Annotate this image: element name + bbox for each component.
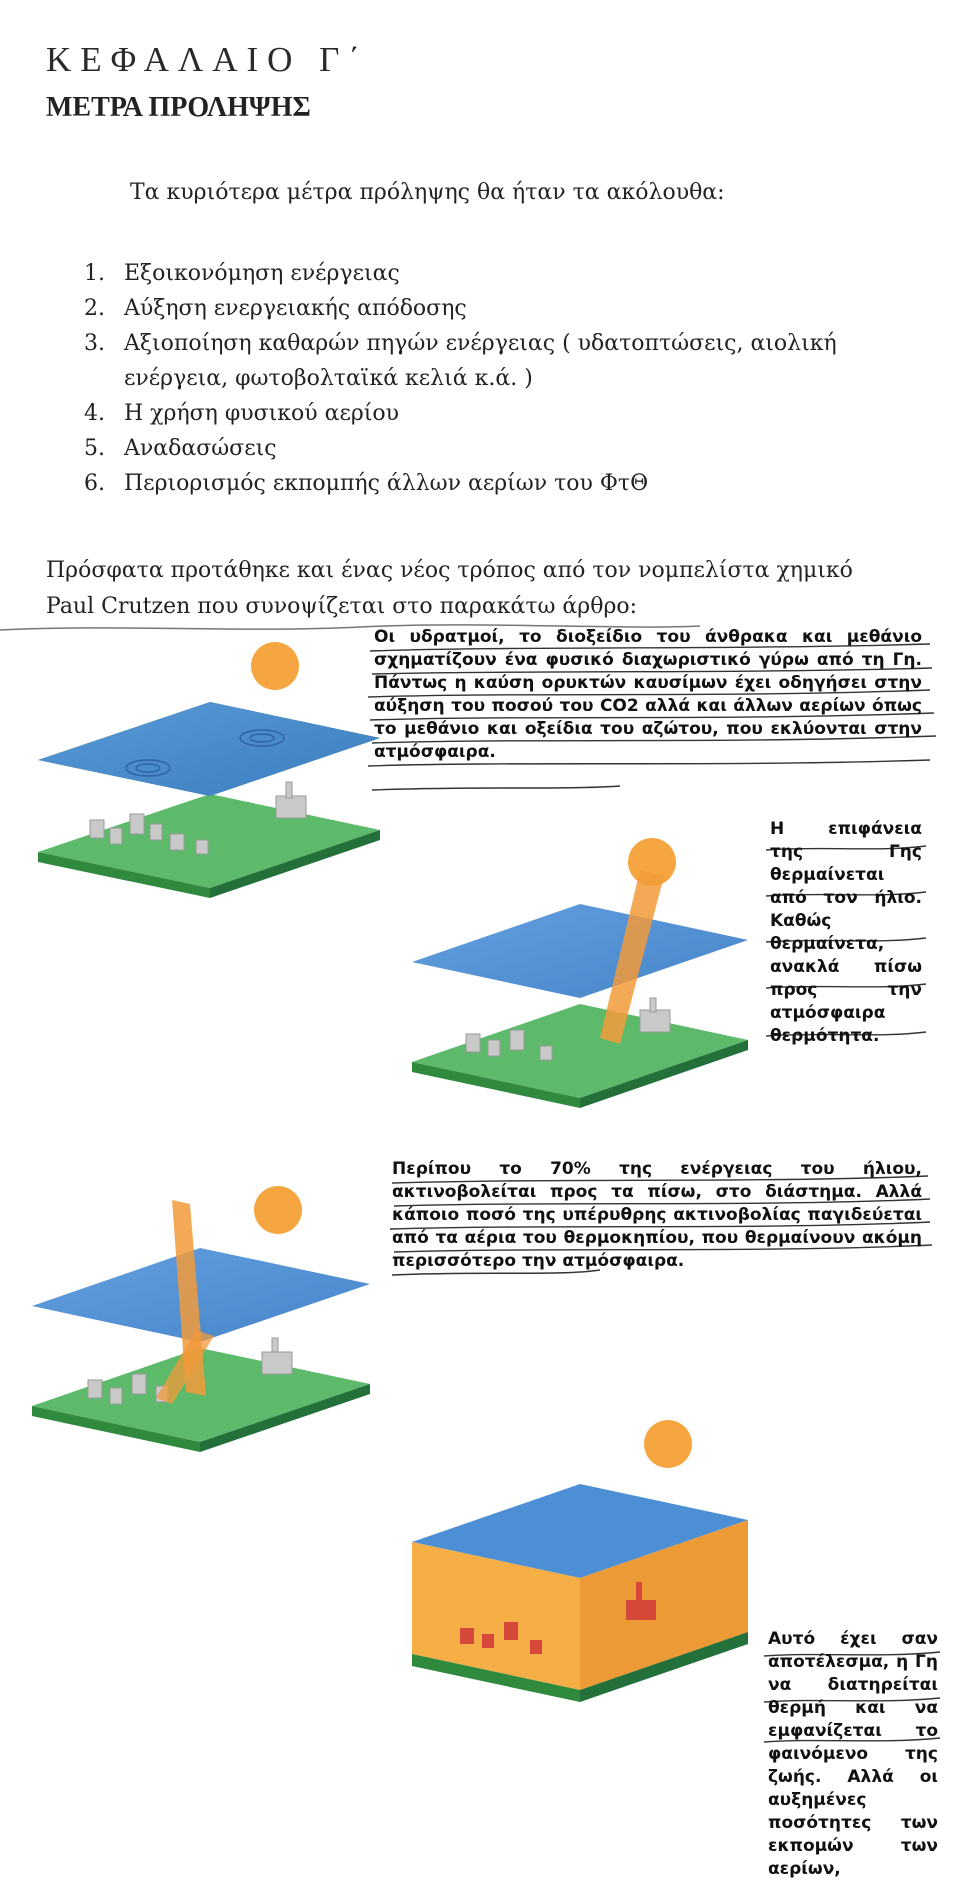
list-item: 5. Αναδασώσεις [84,436,277,461]
sun-icon [251,642,299,690]
list-item: 1. Εξοικονόμηση ενέργειας [84,261,400,286]
section-title: ΜΕΤΡΑ ΠΡΟΛΗΨΗΣ [46,92,311,123]
article-block-3: Περίπου το 70% της ενέργειας του ήλιου, ακτινοβολείται προς τα πίσω, στο διάστημα. Αλλά κάποιο ποσό της υπέρυθρης ακτινοβολίας παγιδεύεται από τα αέρια του θερμοκηπίου, που θερμαίνουν ακόμη περισσότερο την ατμόσφαιρα. [392,1159,922,1271]
list-item: 4. Η χρήση φυσικού αερίου [84,401,400,426]
atmosphere-layer [38,702,380,796]
sun-icon [254,1186,302,1234]
ground-plate [38,794,380,888]
list-item: 2. Αύξηση ενεργειακής απόδοσης [84,296,467,321]
diagram-atmosphere [38,642,380,898]
intro-paragraph: Πρόσφατα προτάθηκε και ένας νέος τρόπος από τον νομπελίστα χημικό Paul Crutzen που συνοψίζεται στο παρακάτω άρθρο: [46,558,853,619]
sun-icon [644,1420,692,1468]
ground-plate [412,1004,748,1098]
atmosphere-layer [32,1248,370,1342]
list-item: 6. Περιορισμός εκπομπής άλλων αερίων του ΦτΘ [84,471,649,496]
atmosphere-layer [412,904,748,998]
intro-text: Τα κυριότερα μέτρα πρόληψης θα ήταν τα ακόλουθα: [130,180,725,205]
list-item: 3. Αξιοποίηση καθαρών πηγών ενέργειας ( υδατοπτώσεις, αιολική ενέργεια, φωτοβολταϊκά κελιά κ.ά. ) [84,331,837,391]
diagram-greenhouse-effect [412,1420,748,1702]
diagram-surface-heating [412,838,748,1108]
article-block-4: Αυτό έχει σαν αποτέλεσμα, η Γη να διατηρείται θερμή και να εμφανίζεται το φαινόμενο της ζωής. Αλλά οι αυξημένες ποσότητες των εκπομών των αερίων, [768,1629,938,1879]
article-block-2: Η επιφάνεια της Γης θερμαίνεται από τον ήλιο. Καθώς θερμαίνετα, ανακλά πίσω προς την ατμόσφαιρα θερμότητα. [770,819,922,1046]
diagram-reflection [32,1186,370,1452]
article-block-1: Οι υδρατμοί, το διοξείδιο του άνθρακα και μεθάνιο σχηματίζουν ένα φυσικό διαχωριστικό γύρω από τη Γη. Πάντως η καύση ορυκτών καυσίμων έχει οδηγήσει στην αύξηση του ποσού του CO2 αλλά και άλλων αερίων όπως το μεθάνιο και οξείδια του αζώτου, που εκλύονται στην ατμόσφαιρα. [374,627,922,762]
chapter-heading: ΚΕΦΑΛΑΙΟ Γ΄ [46,40,370,79]
